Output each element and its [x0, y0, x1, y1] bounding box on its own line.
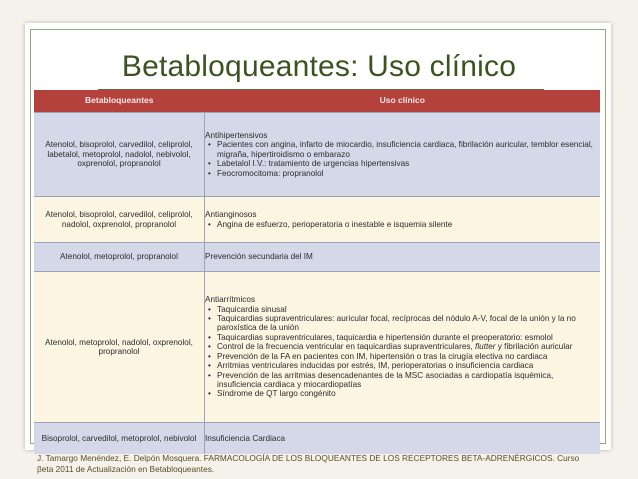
use-cell [205, 113, 601, 197]
flutter-term: flutter [475, 342, 496, 352]
use-bullet: • Angina de esfuerzo, perioperatoria o inestable e isquemia silente [205, 220, 600, 229]
table-header-row [34, 90, 600, 113]
use-bullet: • Taquicardias supraventriculares: auricular focal, recíprocas del nódulo A-V, focal de la unión y la no paroxística de la unión [205, 314, 600, 333]
use-cell [205, 243, 601, 272]
table-row [34, 423, 600, 455]
drugs-cell: Atenolol, bisoprolol, carvedilol, celiprolol, nadolol, oxprenolol, propranolol [34, 197, 205, 243]
drugs-cell: Atenolol, metoprolol, nadolol, oxprenolol, propranolol [34, 272, 205, 423]
use-bullet: • Prevención de la FA en pacientes con IM, hipertensión o tras la cirugía electiva no cardiaca [205, 352, 600, 361]
drugs-cell: Atenolol, bisoprolol, carvedilol, celiprolol, labetalol, metoprolol, nadolol, nebivolol, oxprenolol, propranolol [34, 113, 205, 197]
use-category: Prevención secundaria del IM [205, 252, 313, 262]
use-bullet: • Prevención de las arritmias desencadenantes de la MSC asociadas a cardiopatía isquémica, insuficiencia cardiaca y miocardiopatías [205, 371, 600, 390]
use-list [205, 220, 600, 229]
header-uso-clinico: Uso clínico [205, 90, 601, 113]
use-list [205, 305, 600, 399]
use-bullet: • Taquicardia sinusal [205, 305, 600, 314]
use-bullet: • Síndrome de QT largo congénito [205, 389, 600, 398]
use-bullet: • Pacientes con angina, infarto de miocardio, insuficiencia cardiaca, fibrilación auricular, temblor esencial, migraña, hipertiroidismo o embarazo [205, 140, 600, 159]
use-category: Antiarrítmicos [205, 295, 256, 305]
header-betabloqueantes: Betabloqueantes [34, 90, 205, 113]
table-row [34, 272, 600, 423]
use-cell [205, 423, 601, 455]
use-bullet: • Taquicardias supraventriculares, taquicardia e hipertensión durante el preoperatorio: esmolol [205, 333, 600, 342]
use-cell [205, 272, 601, 423]
use-category: Insuficiencia Cardiaca [205, 433, 286, 443]
use-list [205, 140, 600, 178]
source-citation: J. Tamargo Menéndez, E. Delpón Mosquera. FARMACOLOGÍA DE LOS BLOQUEANTES DE LOS RECEPTORES BETA-ADRENÉRGICOS. Curso βeta 2011 de Actualización en Betabloqueantes. [37, 453, 580, 474]
use-bullet: • Feocromocitoma: propranolol [205, 169, 600, 178]
table-row [34, 197, 600, 243]
slide-title: Betabloqueantes: Uso clínico [121, 50, 517, 83]
drugs-cell: Atenolol, metoprolol, propranolol [34, 243, 205, 272]
use-category: Antianginosos [205, 210, 257, 220]
use-cell [205, 197, 601, 243]
table-row [34, 243, 600, 272]
use-category: Antihipertensivos [205, 130, 268, 140]
clinical-use-table [34, 90, 600, 454]
use-bullet: • Labetalol I.V.: tratamiento de urgencias hipertensivas [205, 159, 600, 168]
use-bullet: • Arritmias ventriculares inducidas por estrés, IM, perioperatorias o insuficiencia cardiaca [205, 361, 600, 370]
use-bullet: • Control de la frecuencia ventricular en taquicardias supraventriculares, flutter y fibrilación auricular [205, 342, 600, 351]
table-row [34, 113, 600, 197]
drugs-cell: Bisoprolol, carvedilol, metoprolol, nebivolol [34, 423, 205, 455]
